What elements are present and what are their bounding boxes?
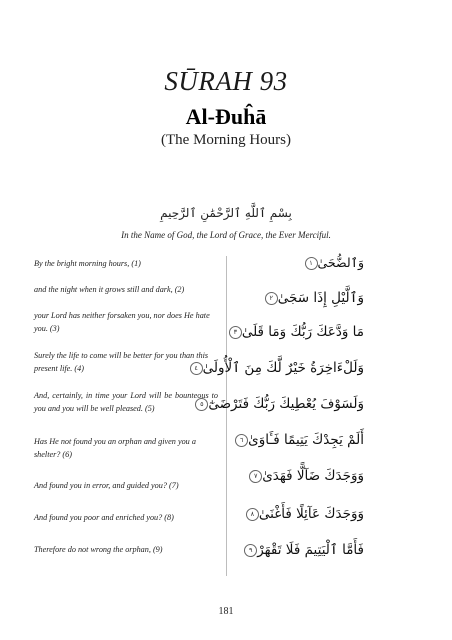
verse-5-arabic-text: وَلَسَوْفَ يُعْطِيكَ رَبُّكَ فَتَرْضَىٰٓ [208,396,364,412]
verse-3-english: your Lord has neither forsaken you, nor does He hate you. (3) [34,311,210,333]
verse-2-english: and the night when it grows still and dark, (2) [34,285,185,294]
verse-1-english: By the bright morning hours, (1) [34,259,141,268]
surah-subtitle: (The Morning Hours) [161,132,291,148]
verse-2-arabic [261,290,364,306]
verse-8-arabic-text: وَوَجَدَكَ عَآئِلًا فَأَغْنَىٰ [258,506,364,522]
basmala-translation: In the Name of God, the Lord of Grace, the Ever Merciful. [121,230,331,240]
column-divider [226,256,227,576]
verse-5-english: And, certainly, in time your Lord will be bounteous to you and you will be well pleased. (5) [34,391,218,413]
verse-1-arabic [301,255,365,270]
verse-2-arabic-text: وَٱلَّيْلِ إِذَا سَجَىٰ [277,290,364,306]
verse-7-arabic-text: وَوَجَدَكَ ضَآلًّا فَهَدَىٰ [262,468,364,484]
page-number: 181 [218,606,234,617]
ayah-end-marker-icon: ١ [305,257,318,270]
ayah-end-marker-icon: ٨ [246,508,259,521]
verse-8-english: And found you poor and enriched you? (8) [34,513,174,522]
ayah-end-marker-icon: ٩ [244,544,257,557]
verse-8-arabic [242,506,364,522]
verse-9-english: Therefore do not wrong the orphan, (9) [34,545,163,554]
ayah-end-marker-icon: ٦ [235,434,248,447]
ayah-end-marker-icon: ٥ [195,398,208,411]
verse-3-arabic [225,324,364,340]
surah-number: SŪRAH 93 [164,66,288,96]
verse-6-arabic-text: أَلَمْ يَجِدْكَ يَتِيمًا فَـَٔاوَىٰ [248,432,364,448]
verse-9-arabic-text: فَأَمَّا ٱلْيَتِيمَ فَلَا تَقْهَرْ [257,542,364,558]
verse-3-arabic-text: مَا وَدَّعَكَ رَبُّكَ وَمَا قَلَىٰ [241,324,364,340]
verse-7-english: And found you in error, and guided you? (7) [34,481,179,490]
ayah-end-marker-icon: ٣ [229,326,242,339]
ayah-end-marker-icon: ٧ [249,470,262,483]
verse-1-arabic-text: وَٱلضُّحَىٰ [317,255,364,270]
verse-4-english: Surely the life to come will be better for you than this present life. (4) [34,351,209,373]
verse-6-arabic [231,432,364,448]
basmala-arabic-calligraphy: بِسْمِ ٱللَّهِ ٱلرَّحْمَٰنِ ٱلرَّحِيمِ [160,206,292,220]
verse-7-arabic [245,468,364,484]
ayah-end-marker-icon: ٢ [265,292,278,305]
verse-6-english: Has He not found you an orphan and given you a shelter? (6) [34,437,196,459]
verse-5-arabic [191,396,364,412]
verse-4-arabic [186,360,364,376]
verse-9-arabic [240,542,364,558]
surah-name: Al-Đuĥā [185,104,267,129]
verse-4-arabic-text: وَلَلْءَاخِرَةُ خَيْرٌ لَّكَ مِنَ ٱلْأُولَىٰ [202,360,364,376]
ayah-end-marker-icon: ٤ [190,362,203,375]
